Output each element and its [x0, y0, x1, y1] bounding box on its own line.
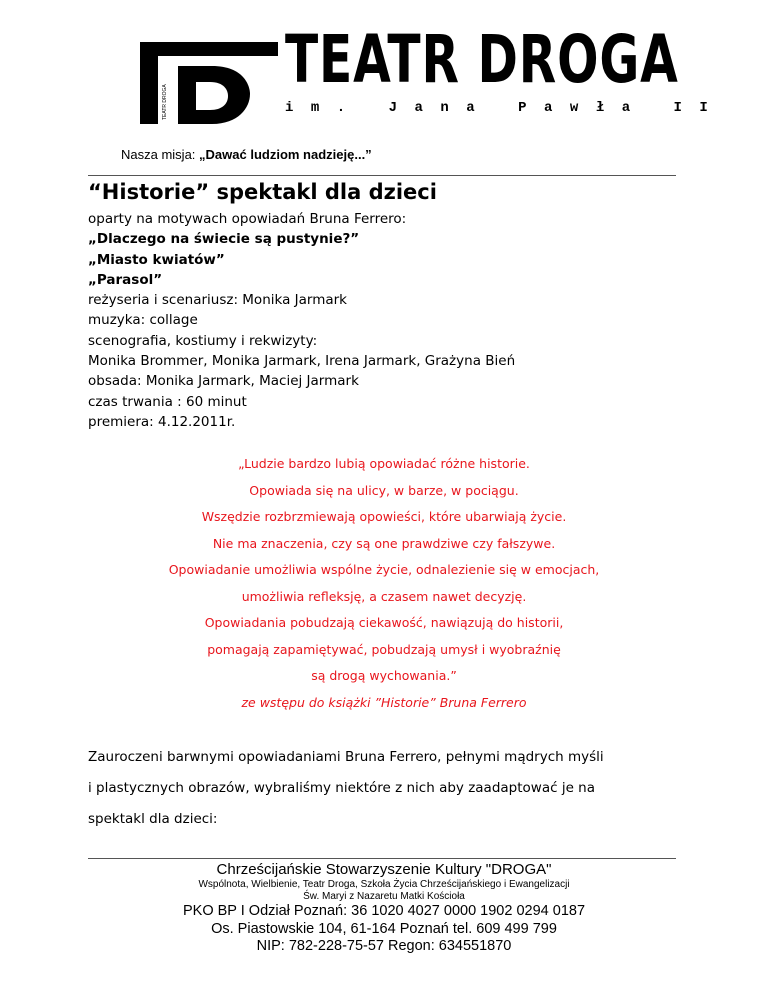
logo-side-text: TEATR DROGA [162, 84, 168, 120]
quote-source: ze wstępu do książki ”Historie” Bruna Ferrero [241, 694, 527, 710]
quote-line: są drogą wychowania.” [311, 668, 457, 683]
logo-title: TEATR DROGA [285, 21, 679, 98]
footer-ids: NIP: 782-228-75-57 Regon: 634551870 [256, 938, 512, 954]
page-title: “Historie” spektakl dla dzieci [88, 180, 437, 204]
header-divider [88, 175, 676, 176]
info-line: premiera: 4.12.2011r. [88, 413, 236, 430]
quote-line: pomagają zapamiętywać, pobudzają umysł i wyobraźnię [207, 641, 561, 657]
quote-line: umożliwia refleksję, a czasem nawet decyzję. [241, 588, 527, 604]
footer-divider [88, 858, 676, 859]
theatre-logo [140, 42, 278, 124]
footer-bank-account: PKO BP I Odział Poznań: 36 1020 4027 0000 1902 0294 0187 [182, 903, 586, 919]
quote-line: Opowiada się na ulicy, w barze, w pociągu. [249, 482, 519, 498]
info-line: Monika Brommer, Monika Jarmark, Irena Jarmark, Grażyna Bień [88, 353, 516, 370]
body-paragraph [88, 742, 604, 834]
footer-patron: Św. Maryi z Nazaretu Matki Kościoła [303, 891, 465, 902]
story-title: „Dlaczego na świecie są pustynie?” [88, 231, 360, 248]
logo-subtitle: im. Jana Pawła II [285, 100, 726, 116]
quote-block [0, 451, 768, 716]
body-line: Zauroczeni barwnymi opowiadaniami Bruna Ferrero, pełnymi mądrych myśli [88, 749, 604, 765]
info-line: obsada: Monika Jarmark, Maciej Jarmark [88, 373, 359, 390]
performance-info [88, 209, 515, 432]
mission-label: Nasza misja: [121, 147, 200, 162]
quote-line: Nie ma znaczenia, czy są one prawdziwe czy fałszywe. [212, 535, 556, 551]
quote-line: Opowiadanie umożliwia wspólne życie, odnalezienie się w emocjach, [168, 562, 600, 577]
quote-line: Opowiadania pobudzają ciekawość, nawiązują do historii, [204, 615, 564, 630]
mission-statement [121, 147, 372, 162]
info-line: oparty na motywach opowiadań Bruna Ferrero: [88, 211, 407, 227]
story-title: „Miasto kwiatów” [88, 251, 225, 268]
story-title: „Parasol” [88, 271, 163, 288]
body-line: spektakl dla dzieci: [88, 810, 218, 827]
quote-line: „Ludzie bardzo lubią opowiadać różne historie. [238, 456, 530, 471]
body-line: i plastycznych obrazów, wybraliśmy niektóre z nich aby zaadaptować je na [88, 779, 595, 796]
mission-value: „Dawać ludziom nadzieję...” [199, 147, 372, 162]
info-line: scenografia, kostiumy i rekwizyty: [88, 332, 318, 349]
info-line: muzyka: collage [88, 312, 198, 329]
info-line: reżyseria i scenariusz: Monika Jarmark [88, 292, 348, 309]
footer [0, 861, 768, 956]
footer-organization: Chrześcijańskie Stowarzyszenie Kultury "DROGA" [216, 861, 552, 878]
info-line: czas trwania : 60 minut [88, 393, 247, 410]
footer-address: Os. Piastowskie 104, 61-164 Poznań tel. 609 499 799 [211, 920, 557, 937]
quote-line: Wszędzie rozbrzmiewają opowieści, które ubarwiają życie. [201, 509, 567, 524]
footer-activities: Wspólnota, Wielbienie, Teatr Droga, Szkoła Życia Chrześcijańskiego i Ewangelizacji [198, 879, 570, 890]
